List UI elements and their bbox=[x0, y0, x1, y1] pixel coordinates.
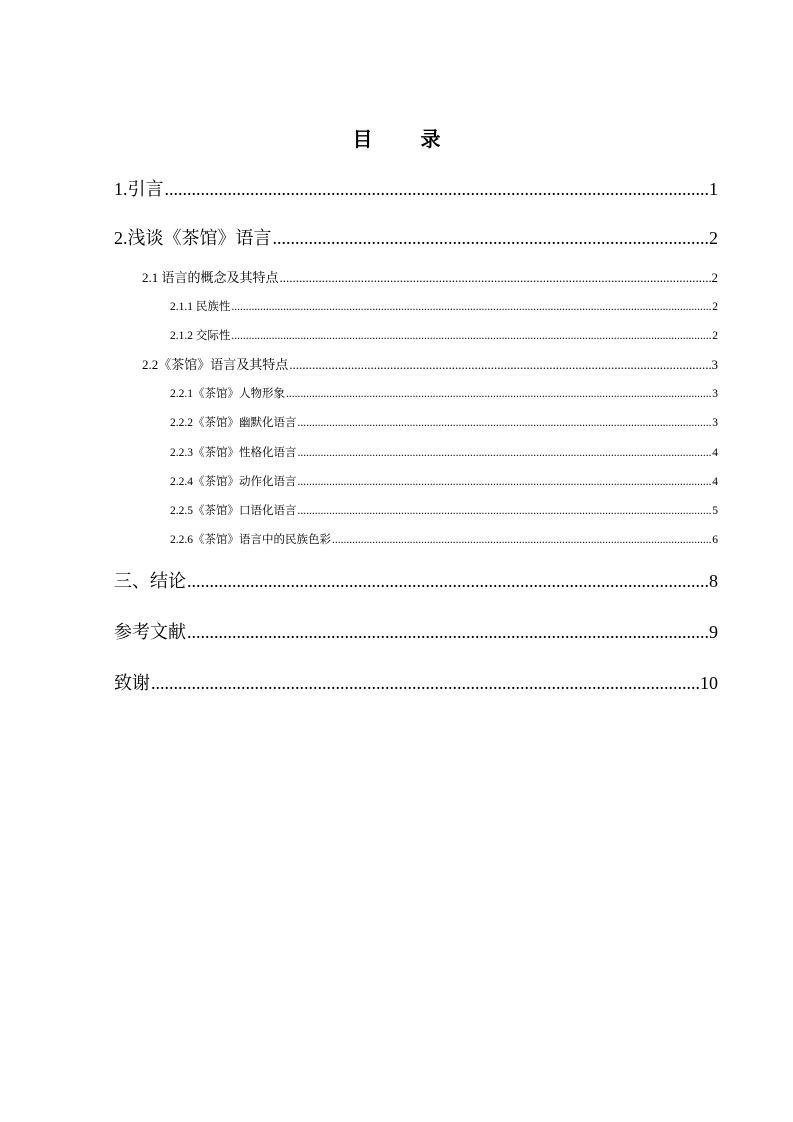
toc-entry-page: 2 bbox=[709, 228, 718, 248]
dot-leader bbox=[187, 568, 708, 594]
dot-leader bbox=[151, 670, 699, 696]
dot-leader bbox=[231, 327, 711, 345]
toc-entry-page: 9 bbox=[709, 622, 718, 642]
dot-leader bbox=[289, 355, 710, 375]
toc-entry-page: 1 bbox=[709, 179, 718, 199]
toc-entry-label: 2.2.6《茶馆》语言中的民族色彩 bbox=[170, 534, 331, 546]
toc-entry-2-2-5[interactable] bbox=[170, 502, 718, 520]
dot-leader bbox=[332, 531, 711, 549]
toc-entry-page: 3 bbox=[712, 388, 718, 400]
toc-entry-2-2-4[interactable] bbox=[170, 473, 718, 491]
toc-entry-label: 2.2.1《茶馆》人物形象 bbox=[170, 388, 285, 400]
toc-entry-2-2-2[interactable] bbox=[170, 414, 718, 432]
toc-entry-label: 三、结论 bbox=[114, 571, 186, 591]
toc-entry-label: 2.2.2《茶馆》幽默化语言 bbox=[170, 417, 297, 429]
toc-entry-2-1[interactable] bbox=[142, 268, 718, 288]
toc-entry-label: 2.2《茶馆》语言及其特点 bbox=[142, 357, 289, 372]
toc-entry-label: 2.浅谈《茶馆》语言 bbox=[114, 228, 272, 248]
toc-entry-label: 1.引言 bbox=[114, 179, 164, 199]
toc-entry-label: 2.1 语言的概念及其特点 bbox=[142, 270, 279, 285]
toc-entry-page: 2 bbox=[712, 330, 718, 342]
toc-entry-chapter-2[interactable] bbox=[114, 225, 718, 251]
toc-entry-page: 4 bbox=[712, 476, 718, 488]
toc-entry-label: 2.2.3《茶馆》性格化语言 bbox=[170, 447, 297, 459]
toc-entry-label: 致谢 bbox=[114, 673, 150, 693]
dot-leader bbox=[187, 619, 708, 645]
toc-entry-page: 3 bbox=[711, 357, 718, 372]
toc-entry-references[interactable] bbox=[114, 619, 718, 645]
dot-leader bbox=[280, 268, 711, 288]
toc-entry-2-2[interactable] bbox=[142, 355, 718, 375]
toc-entry-page: 3 bbox=[712, 417, 718, 429]
toc-entry-label: 参考文献 bbox=[114, 622, 186, 642]
toc-entry-page: 2 bbox=[712, 301, 718, 313]
toc-entry-introduction[interactable] bbox=[114, 176, 718, 202]
dot-leader bbox=[273, 225, 709, 251]
toc-entry-page: 8 bbox=[709, 571, 718, 591]
dot-leader bbox=[231, 298, 711, 316]
toc-entry-conclusion[interactable] bbox=[114, 568, 718, 594]
toc-entry-label: 2.1.1 民族性 bbox=[170, 301, 231, 313]
toc-entry-label: 2.1.2 交际性 bbox=[170, 330, 231, 342]
dot-leader bbox=[298, 502, 712, 520]
dot-leader bbox=[165, 176, 709, 202]
toc-entry-label: 2.2.4《茶馆》动作化语言 bbox=[170, 476, 297, 488]
toc-entry-label: 2.2.5《茶馆》口语化语言 bbox=[170, 505, 297, 517]
toc-entry-2-2-3[interactable] bbox=[170, 444, 718, 462]
toc-entry-2-2-6[interactable] bbox=[170, 531, 718, 549]
dot-leader bbox=[298, 414, 712, 432]
toc-entry-page: 10 bbox=[700, 673, 718, 693]
page-title: 目 录 bbox=[352, 127, 455, 151]
toc-entry-2-2-1[interactable] bbox=[170, 385, 718, 403]
dot-leader bbox=[298, 473, 712, 491]
toc-entry-2-1-2[interactable] bbox=[170, 327, 718, 345]
toc-entry-2-1-1[interactable] bbox=[170, 298, 718, 316]
toc-entry-page: 5 bbox=[712, 505, 718, 517]
dot-leader bbox=[298, 444, 712, 462]
toc-entry-acknowledgements[interactable] bbox=[114, 670, 718, 696]
dot-leader bbox=[286, 385, 711, 403]
toc-entry-page: 4 bbox=[712, 447, 718, 459]
toc-entry-page: 6 bbox=[712, 534, 718, 546]
toc-entry-page: 2 bbox=[711, 270, 718, 285]
